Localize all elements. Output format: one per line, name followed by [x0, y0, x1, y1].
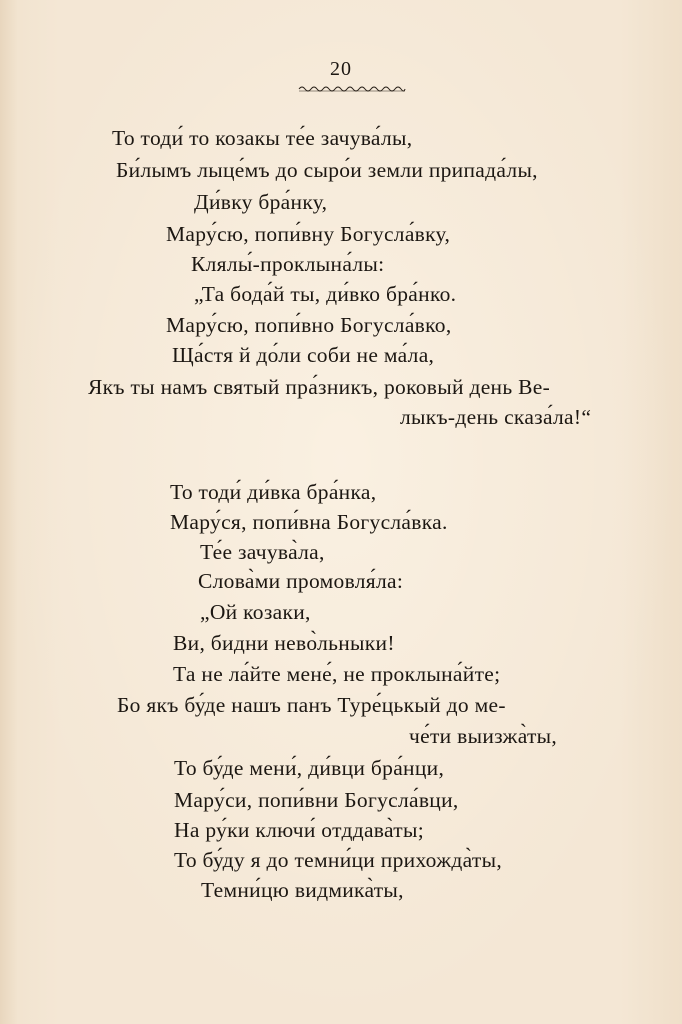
verse-line: То бу́де мени́, ди́вци бра́нци,: [174, 756, 445, 780]
verse-line: Мару́сю, попи́вну Богусла́вку,: [166, 222, 451, 246]
page-number: 20: [330, 58, 352, 80]
verse-line: Клялы́-проклына́лы:: [191, 252, 385, 276]
verse-line: Ща́стя й до́ли соби не ма́ла,: [172, 343, 435, 367]
verse-line: Мару́си, попи́вни Богусла́вци,: [174, 788, 459, 812]
verse-line: Ди́вку бра́нку,: [194, 190, 328, 214]
verse-line: Темни́цю видмика̀ты,: [201, 878, 404, 902]
wavy-rule-ornament: [297, 84, 407, 94]
verse-line: Бо якъ бу́де нашъ панъ Туре́цькый до ме-: [117, 693, 506, 717]
verse-line: „Ой козаки,: [200, 600, 311, 624]
verse-line: Якъ ты намъ святый пра́зникъ, роковый день Ве-: [88, 375, 551, 399]
verse-line-continuation: лыкъ-день сказа́ла!“: [400, 405, 592, 429]
verse-line: Те́е зачува̀ла,: [200, 540, 325, 564]
verse-line: Та не ла́йте мене́, не проклына́йте;: [173, 662, 501, 686]
verse-line: Би́лымъ лыце́мъ до сыро́и земли припада́лы,: [116, 158, 538, 182]
verse-line: То бу́ду я до темни́ци прихожда̀ты,: [174, 848, 502, 872]
verse-line: Ви, бидни нево̀льныки!: [173, 631, 395, 655]
verse-line: На ру́ки ключи́ отддава̀ты;: [174, 818, 424, 842]
verse-line: Мару́ся, попи́вна Богусла́вка.: [170, 510, 448, 534]
verse-line: „Та бода́й ты, ди́вко бра́нко.: [194, 282, 457, 306]
verse-line-continuation: че́ти выизжа̀ты,: [409, 724, 558, 748]
verse-line: Слова̀ми промовля́ла:: [198, 569, 404, 593]
verse-line: То тоди́ то козакы те́е зачува́лы,: [112, 126, 413, 150]
verse-line: То тоди́ ди́вка бра́нка,: [170, 480, 377, 504]
verse-line: Мару́сю, попи́вно Богусла́вко,: [166, 313, 452, 337]
